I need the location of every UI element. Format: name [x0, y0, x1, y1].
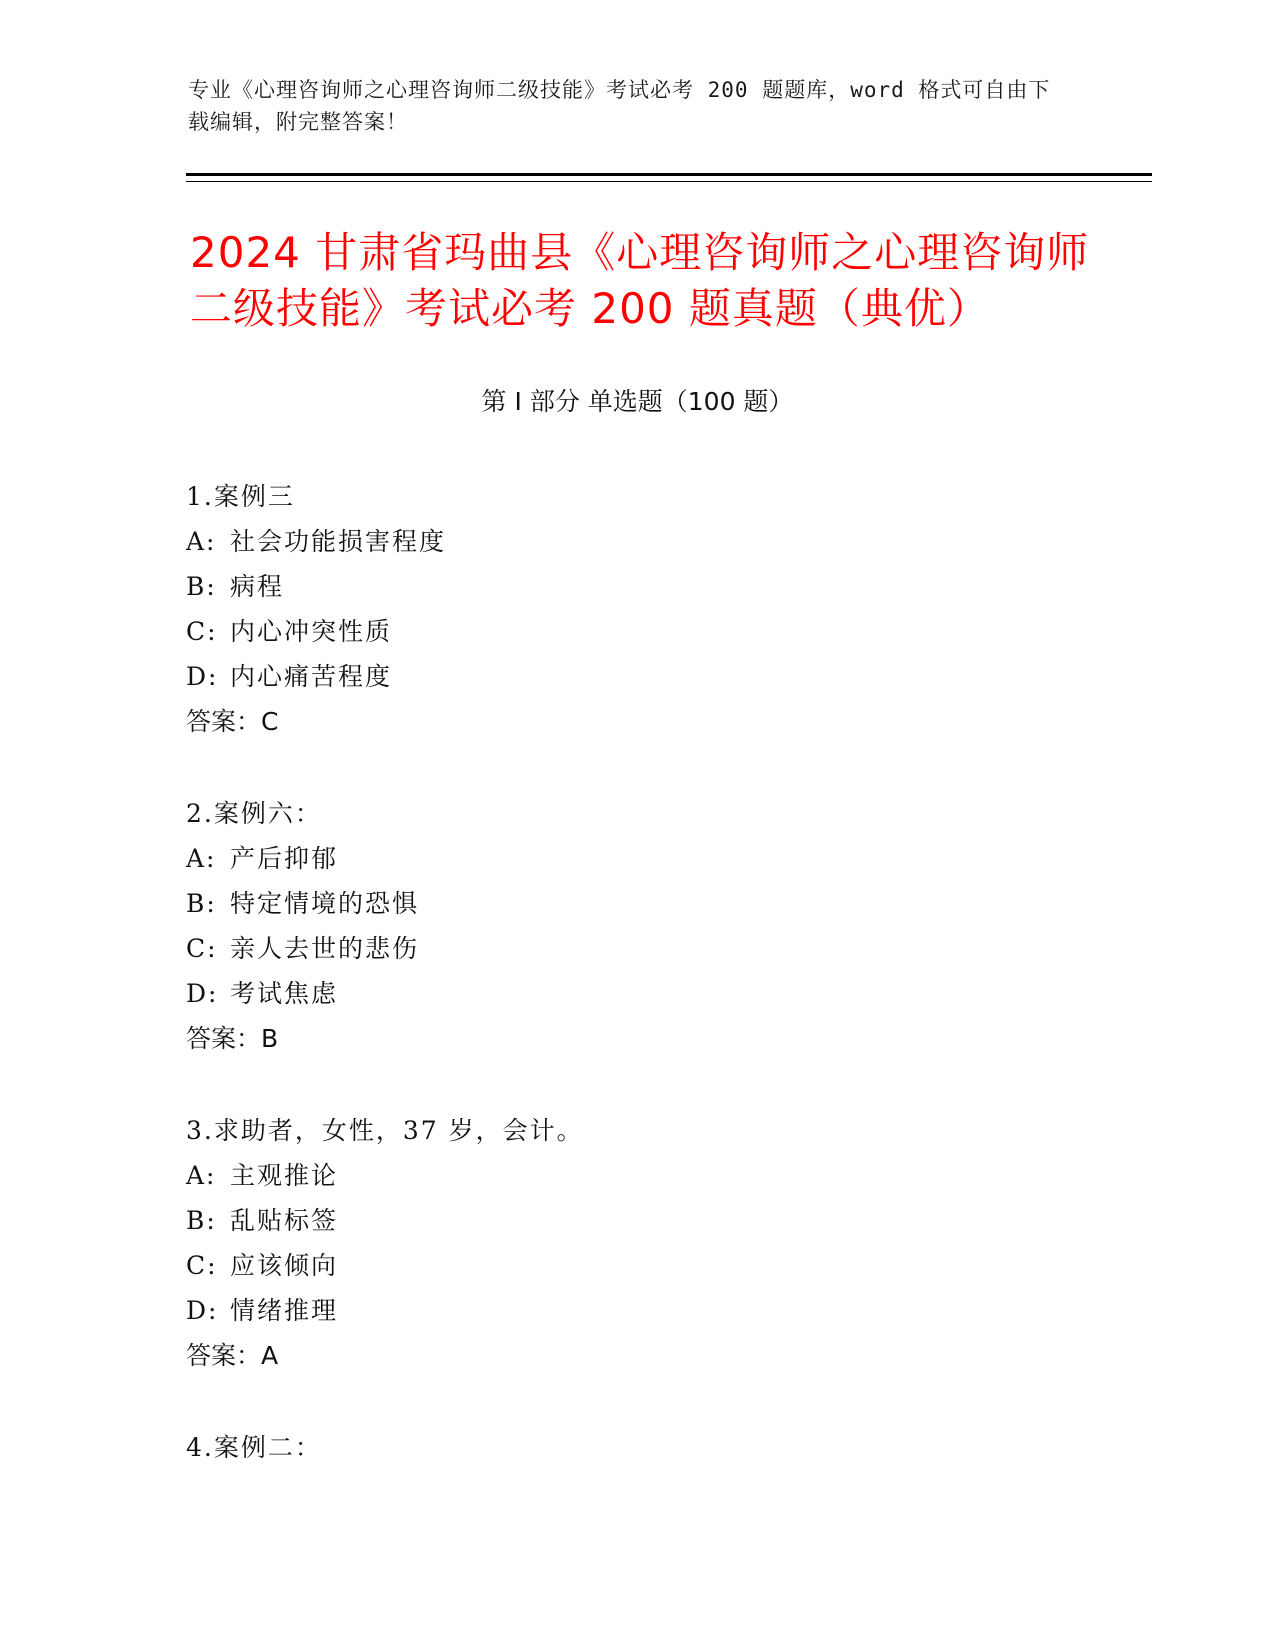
option-item: [186, 519, 1086, 564]
question-list: [186, 474, 1086, 1517]
answer-value: A: [261, 1341, 279, 1370]
question-item: [186, 791, 1086, 1061]
option-text: 内心痛苦程度: [230, 662, 393, 691]
option-letter: A:: [186, 1161, 217, 1190]
option-text: 社会功能损害程度: [230, 527, 447, 556]
question-item: [186, 1425, 1086, 1470]
option-letter: B:: [186, 889, 217, 918]
option-text: 考试焦虑: [230, 979, 339, 1008]
option-item: [186, 1153, 1086, 1198]
answer-line: [186, 699, 1086, 744]
option-item: [186, 1288, 1086, 1333]
answer-label: 答案：: [186, 1341, 262, 1370]
section-heading: 第 I 部分 单选题（100 题）: [481, 387, 794, 416]
option-text: 情绪推理: [230, 1296, 339, 1325]
option-item: [186, 654, 1086, 699]
option-text: 产后抑郁: [230, 844, 339, 873]
option-letter: D:: [186, 979, 219, 1008]
answer-line: [186, 1016, 1086, 1061]
option-text: 乱贴标签: [230, 1206, 339, 1235]
option-letter: C:: [186, 617, 218, 646]
option-text: 内心冲突性质: [230, 617, 393, 646]
answer-label: 答案：: [186, 1024, 262, 1053]
option-letter: A:: [186, 527, 217, 556]
header-note: 专业《心理咨询师之心理咨询师二级技能》考试必考 200 题题库，word 格式可自由下载编辑，附完整答案！: [188, 78, 1051, 134]
option-text: 主观推论: [230, 1161, 339, 1190]
option-letter: C:: [186, 934, 218, 963]
option-text: 应该倾向: [230, 1251, 339, 1280]
answer-label: 答案：: [186, 707, 262, 736]
option-item: [186, 1198, 1086, 1243]
option-letter: B:: [186, 1206, 217, 1235]
answer-value: C: [261, 707, 279, 736]
answer-line: [186, 1333, 1086, 1378]
option-text: 亲人去世的悲伤: [230, 934, 420, 963]
option-letter: D:: [186, 1296, 219, 1325]
question-item: [186, 1108, 1086, 1378]
option-item: [186, 881, 1086, 926]
question-stem: 1.案例三: [186, 482, 295, 511]
question-stem: 4.案例二：: [186, 1433, 322, 1462]
option-item: [186, 564, 1086, 609]
option-item: [186, 609, 1086, 654]
answer-value: B: [261, 1024, 279, 1053]
option-letter: C:: [186, 1251, 218, 1280]
option-item: [186, 971, 1086, 1016]
header-rule-thin: [186, 181, 1152, 182]
question-stem: 2.案例六：: [186, 799, 322, 828]
option-text: 病程: [230, 572, 285, 601]
option-letter: D:: [186, 662, 219, 691]
question-stem: 3.求助者，女性，37 岁，会计。: [186, 1116, 584, 1145]
option-letter: B:: [186, 572, 217, 601]
document-title: 2024 甘肃省玛曲县《心理咨询师之心理咨询师二级技能》考试必考 200 题真题（典优）: [190, 228, 1090, 333]
option-item: [186, 1243, 1086, 1288]
option-item: [186, 836, 1086, 881]
option-item: [186, 926, 1086, 971]
option-text: 特定情境的恐惧: [230, 889, 420, 918]
question-item: [186, 474, 1086, 744]
option-letter: A:: [186, 844, 217, 873]
header-rule-thick: [186, 173, 1152, 176]
